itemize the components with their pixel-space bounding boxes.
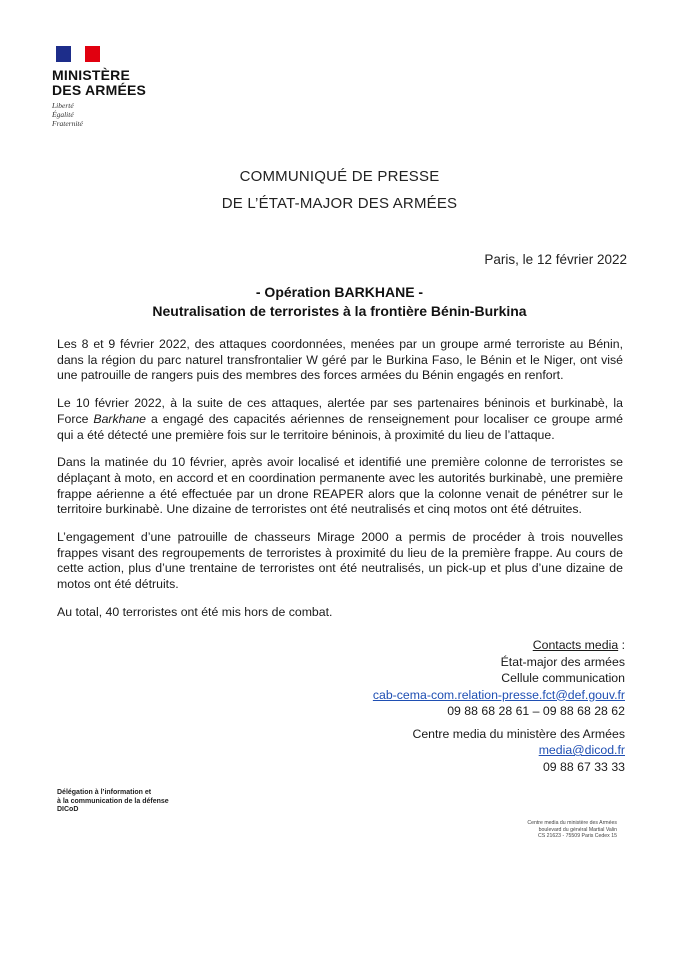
footer-address: Centre media du ministère des Armées boulevard du général Martial Valin CS 21623 - 75509 Paris Cedex 15 bbox=[527, 820, 617, 839]
press-release-title: COMMUNIQUÉ DE PRESSE DE L’ÉTAT-MAJOR DES ARMÉES bbox=[221, 168, 458, 212]
contact-email-ema[interactable]: cab-cema-com.relation-presse.fct@def.gouv.fr bbox=[372, 687, 625, 702]
paragraph-2: Le 10 février 2022, à la suite de ces attaques, alertée par ses partenaires béninois et burkinabè, la Force Barkhane a engagé des capacités aériennes de renseignement pour localiser ce groupe armé qui a été détecté une première fois sur le territoire béninois, à proximité du lieu de l’attaque. bbox=[57, 396, 623, 442]
ministry-logo bbox=[52, 46, 212, 128]
release-date: Paris, le 12 février 2022 bbox=[484, 252, 627, 267]
paragraph-5: Au total, 40 terroristes ont été mis hors de combat. bbox=[57, 604, 333, 619]
contact-org-ema: État-major des armées bbox=[500, 654, 625, 669]
republic-motto: Liberté Égalité Fraternité bbox=[52, 101, 83, 128]
contact-email-media[interactable]: media@dicod.fr bbox=[538, 743, 625, 757]
ministry-name: MINISTÈRE DES ARMÉES bbox=[52, 67, 147, 98]
contacts-heading: Contacts media : bbox=[532, 638, 625, 652]
french-flag-icon bbox=[56, 46, 100, 62]
contact-unit: Cellule communication bbox=[501, 671, 625, 685]
force-name: Barkhane bbox=[93, 411, 147, 426]
release-body bbox=[57, 337, 623, 621]
operation-heading: - Opération BARKHANE - Neutralisation de terroristes à la frontière Bénin-Burkina bbox=[152, 284, 527, 319]
paragraph-3: Dans la matinée du 10 février, après avoir localisé et identifié une première colonne de terroristes se déplaçant à moto, en accord et en coordination permanente avec les autorités burkinabè, une première frappe aérienne a été effectuée par un drone REAPER alors que la colonne venait de pénétrer sur le territoire burkinabè. Une dizaine de terroristes ont été neutralisés et cinq motos ont été détruites. bbox=[57, 455, 623, 517]
paragraph-4: L’engagement d’une patrouille de chasseurs Mirage 2000 a permis de procéder à trois nouvelles frappes visant des regroupements de terroristes à proximité du lieu de la première frappe. Au cours de cette action, plus d’une trentaine de terroristes ont été neutralisés, un pick-up et plus d’une dizaine de motos ont été détruits. bbox=[57, 530, 623, 592]
paragraph-1: Les 8 et 9 février 2022, des attaques coordonnées, menées par un groupe armé terroriste au Bénin, dans la région du parc naturel transfrontalier W géré par le Burkina Faso, le Bénin et le Niger, ont visé une patrouille de rangers puis des membres des forces armées du Bénin engagés en renfort. bbox=[57, 337, 623, 383]
media-contacts bbox=[305, 637, 625, 775]
footer-dicod: Délégation à l’information et à la communication de la défense DICoD bbox=[57, 789, 169, 813]
contact-phones-ema: 09 88 68 28 61 – 09 88 68 28 62 bbox=[447, 704, 625, 718]
contact-phone-media: 09 88 67 33 33 bbox=[542, 759, 625, 774]
contact-org-media-center: Centre media du ministère des Armées bbox=[412, 726, 625, 741]
